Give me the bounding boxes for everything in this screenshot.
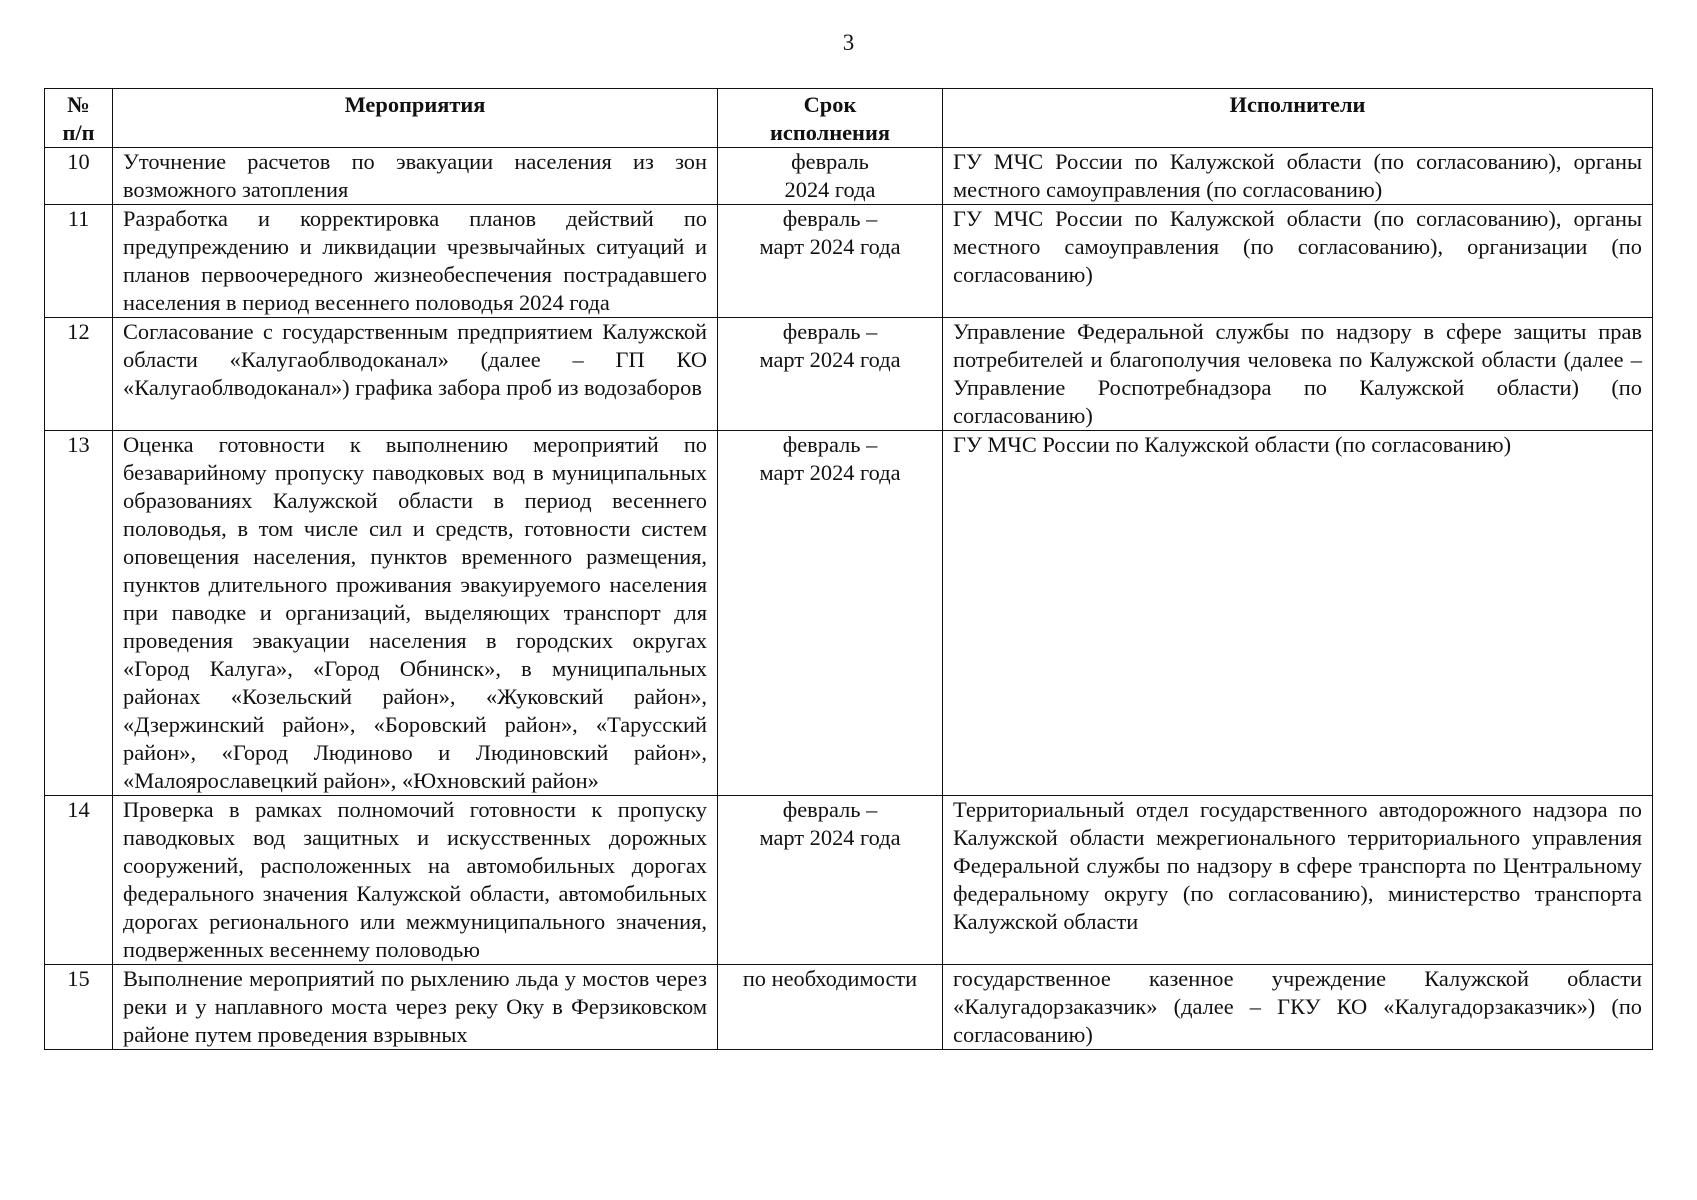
table-row — [45, 965, 1653, 1050]
row-executors: Управление Федеральной службы по надзору в сфере защиты прав потребителей и благополучия человека по Калужской области (далее – Управление Роспотребнадзора по Калужской области) (по согласованию) — [943, 318, 1653, 431]
row-event: Оценка готовности к выполнению мероприятий по безаварийному пропуску паводковых вод в муниципальных образованиях Калужской области в период весеннего половодья, в том числе сил и средств, готовности систем оповещения населения, пунктов временного размещения, пунктов длительного проживания эвакуируемого населения при паводке и организаций, выделяющих транспорт для проведения эвакуации населения в городских округах «Город Калуга», «Город Обнинск», в муниципальных районах «Козельский район», «Жуковский район», «Дзержинский район», «Боровский район», «Тарусский район», «Город Людиново и Людиновский район», «Малоярославецкий район», «Юхновский район» — [113, 431, 718, 796]
header-executors: Исполнители — [943, 89, 1653, 148]
page-number: 3 — [842, 30, 855, 55]
row-event: Согласование с государственным предприятием Калужской области «Калугаоблводоканал» (далее – ГП КО «Калугаоблводоканал») графика забора проб из водозаборов — [113, 318, 718, 431]
row-executors: ГУ МЧС России по Калужской области (по согласованию) — [943, 431, 1653, 796]
table-row — [45, 431, 1653, 796]
row-event: Проверка в рамках полномочий готовности к пропуску паводковых вод защитных и искусственных дорожных сооружений, расположенных на автомобильных дорогах федерального значения Калужской области, автомобильных дорогах регионального или межмуниципального значения, подверженных весеннему половодью — [113, 796, 718, 965]
header-term: Срок исполнения — [718, 89, 943, 148]
row-number: 10 — [45, 148, 113, 205]
table-row — [45, 148, 1653, 205]
row-term: февраль – март 2024 года — [718, 431, 943, 796]
row-term: февраль – март 2024 года — [718, 318, 943, 431]
measures-table — [44, 88, 1653, 1050]
row-term: по необходимости — [718, 965, 943, 1050]
table-row — [45, 205, 1653, 318]
row-number: 11 — [45, 205, 113, 318]
row-number: 12 — [45, 318, 113, 431]
header-num: № п/п — [45, 89, 113, 148]
row-number: 14 — [45, 796, 113, 965]
row-term: февраль 2024 года — [718, 148, 943, 205]
table-row — [45, 318, 1653, 431]
row-term: февраль – март 2024 года — [718, 205, 943, 318]
row-executors: государственное казенное учреждение Калужской области «Калугадорзаказчик» (далее – ГКУ КО «Калугадорзаказчик») (по согласованию) — [943, 965, 1653, 1050]
header-event: Мероприятия — [113, 89, 718, 148]
table-row — [45, 796, 1653, 965]
table-header-row — [45, 89, 1653, 148]
row-term: февраль – март 2024 года — [718, 796, 943, 965]
row-number: 13 — [45, 431, 113, 796]
row-executors: ГУ МЧС России по Калужской области (по согласованию), органы местного самоуправления (по согласованию), организации (по согласованию) — [943, 205, 1653, 318]
row-event: Уточнение расчетов по эвакуации населения из зон возможного затопления — [113, 148, 718, 205]
row-event: Разработка и корректировка планов действий по предупреждению и ликвидации чрезвычайных ситуаций и планов первоочередного жизнеобеспечения пострадавшего населения в период весеннего половодья 2024 года — [113, 205, 718, 318]
row-number: 15 — [45, 965, 113, 1050]
row-event: Выполнение мероприятий по рыхлению льда у мостов через реки и у наплавного моста через реку Оку в Ферзиковском районе путем проведения взрывных — [113, 965, 718, 1050]
row-executors: ГУ МЧС России по Калужской области (по согласованию), органы местного самоуправления (по согласованию) — [943, 148, 1653, 205]
row-executors: Территориальный отдел государственного автодорожного надзора по Калужской области межрегионального территориального управления Федеральной службы по надзору в сфере транспорта по Центральному федеральному округу (по согласованию), министерство транспорта Калужской области — [943, 796, 1653, 965]
